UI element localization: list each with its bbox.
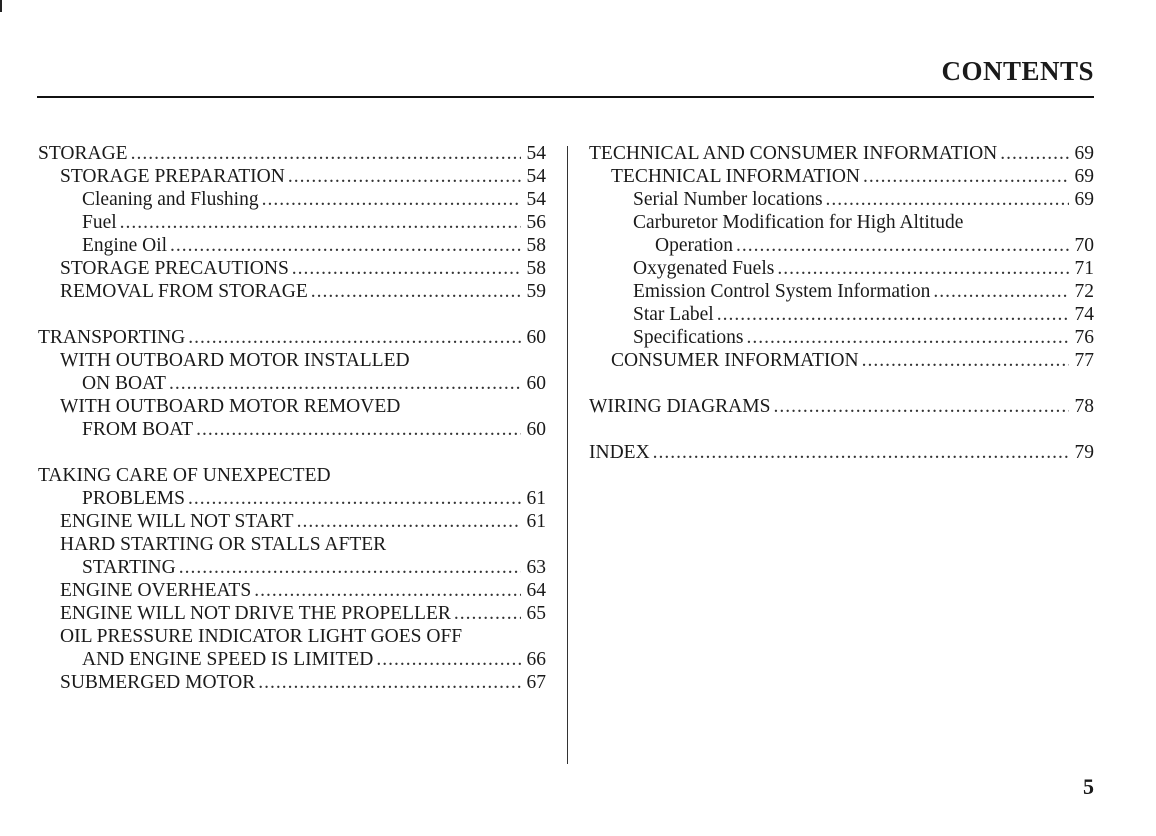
- toc-entry[interactable]: [589, 280, 1094, 303]
- toc-entry[interactable]: [38, 395, 546, 418]
- toc-leader-dots: [773, 395, 1069, 418]
- toc-entry[interactable]: [589, 211, 1094, 234]
- toc-entry[interactable]: [38, 234, 546, 257]
- toc-entry-label: Cleaning and Flushing: [82, 189, 259, 210]
- toc-entry-label: Engine Oil: [82, 235, 168, 256]
- toc-entry-label: Emission Control System Information: [633, 281, 931, 302]
- toc-entry-page: 78: [1074, 396, 1094, 417]
- toc-leader-dots: [292, 257, 521, 280]
- toc-entry-page: 54: [526, 143, 546, 164]
- toc-entry-page: 61: [526, 511, 546, 532]
- toc-entry-label: CONSUMER INFORMATION: [611, 350, 859, 371]
- toc-leader-dots: [311, 280, 521, 303]
- toc-entry-label: HARD STARTING OR STALLS AFTER: [60, 534, 387, 555]
- toc-entry-page: 64: [526, 580, 546, 601]
- toc-entry[interactable]: [38, 349, 546, 372]
- toc-entry-label: Fuel: [82, 212, 117, 233]
- toc-entry-label: WIRING DIAGRAMS: [589, 396, 771, 417]
- toc-entry-label: Carburetor Modification for High Altitude: [633, 212, 964, 233]
- toc-entry-label: INDEX: [589, 442, 650, 463]
- toc-entry[interactable]: [589, 303, 1094, 326]
- toc-entry[interactable]: [38, 533, 546, 556]
- toc-entry-page: 60: [526, 419, 546, 440]
- toc-entry-page: 70: [1074, 235, 1094, 256]
- toc-entry-page: 59: [526, 281, 546, 302]
- toc-entry-label: TECHNICAL INFORMATION: [611, 166, 860, 187]
- toc-entry-page: 65: [526, 603, 546, 624]
- toc-entry[interactable]: [38, 372, 546, 395]
- toc-entry-label: REMOVAL FROM STORAGE: [60, 281, 308, 302]
- toc-leader-dots: [131, 142, 521, 165]
- toc-entry[interactable]: [38, 165, 546, 188]
- toc-entry-page: 74: [1074, 304, 1094, 325]
- toc-entry[interactable]: [38, 487, 546, 510]
- toc-entry-page: 58: [526, 235, 546, 256]
- toc-entry[interactable]: [38, 142, 546, 165]
- toc-entry-page: 72: [1074, 281, 1094, 302]
- toc-spacer: [589, 372, 1094, 395]
- toc-leader-dots: [169, 372, 521, 395]
- toc-entry[interactable]: [589, 395, 1094, 418]
- toc-leader-dots: [376, 648, 521, 671]
- toc-entry-page: 79: [1074, 442, 1094, 463]
- toc-entry[interactable]: [589, 349, 1094, 372]
- toc-entry-page: 69: [1074, 143, 1094, 164]
- toc-entry-page: 61: [526, 488, 546, 509]
- toc-entry-label: Specifications: [633, 327, 744, 348]
- toc-entry-label: ENGINE OVERHEATS: [60, 580, 252, 601]
- toc-leader-dots: [736, 234, 1069, 257]
- toc-entry-label: TECHNICAL AND CONSUMER INFORMATION: [589, 143, 998, 164]
- toc-entry-label: WITH OUTBOARD MOTOR INSTALLED: [60, 350, 410, 371]
- toc-right-column: [589, 142, 1094, 464]
- toc-leader-dots: [258, 671, 521, 694]
- toc-entry-page: 76: [1074, 327, 1094, 348]
- toc-entry-page: 63: [526, 557, 546, 578]
- toc-entry[interactable]: [38, 418, 546, 441]
- toc-entry-label: TAKING CARE OF UNEXPECTED: [38, 465, 331, 486]
- toc-entry[interactable]: [38, 556, 546, 579]
- toc-entry[interactable]: [38, 510, 546, 533]
- toc-entry[interactable]: [589, 441, 1094, 464]
- toc-entry[interactable]: [589, 142, 1094, 165]
- toc-entry[interactable]: [38, 280, 546, 303]
- toc-leader-dots: [933, 280, 1069, 303]
- toc-entry-label: TRANSPORTING: [38, 327, 186, 348]
- toc-leader-dots: [746, 326, 1069, 349]
- toc-left-column: [38, 142, 546, 694]
- toc-entry[interactable]: [589, 257, 1094, 280]
- toc-entry-label: FROM BOAT: [82, 419, 194, 440]
- toc-entry[interactable]: [589, 234, 1094, 257]
- toc-entry[interactable]: [38, 671, 546, 694]
- toc-leader-dots: [188, 487, 521, 510]
- toc-leader-dots: [120, 211, 521, 234]
- toc-entry[interactable]: [38, 464, 546, 487]
- toc-entry-label: Oxygenated Fuels: [633, 258, 775, 279]
- toc-leader-dots: [717, 303, 1069, 326]
- toc-leader-dots: [288, 165, 521, 188]
- toc-entry-page: 60: [526, 373, 546, 394]
- toc-entry-page: 58: [526, 258, 546, 279]
- toc-leader-dots: [826, 188, 1069, 211]
- toc-entry-page: 66: [526, 649, 546, 670]
- toc-leader-dots: [653, 441, 1069, 464]
- toc-entry[interactable]: [38, 188, 546, 211]
- toc-entry-label: STORAGE: [38, 143, 128, 164]
- toc-entry-page: 60: [526, 327, 546, 348]
- toc-entry-page: 77: [1074, 350, 1094, 371]
- header-rule: [37, 96, 1094, 98]
- toc-spacer: [38, 303, 546, 326]
- toc-leader-dots: [179, 556, 521, 579]
- toc-entry[interactable]: [589, 188, 1094, 211]
- toc-entry-label: ENGINE WILL NOT START: [60, 511, 294, 532]
- toc-entry[interactable]: [38, 625, 546, 648]
- toc-leader-dots: [254, 579, 521, 602]
- toc-entry[interactable]: [589, 165, 1094, 188]
- toc-leader-dots: [170, 234, 521, 257]
- toc-entry-page: 56: [526, 212, 546, 233]
- toc-entry[interactable]: [589, 326, 1094, 349]
- toc-leader-dots: [862, 349, 1069, 372]
- toc-entry[interactable]: [38, 257, 546, 280]
- toc-leader-dots: [196, 418, 521, 441]
- toc-entry[interactable]: [38, 326, 546, 349]
- toc-entry[interactable]: [38, 602, 546, 625]
- toc-entry-label: SUBMERGED MOTOR: [60, 672, 256, 693]
- toc-entry[interactable]: [38, 579, 546, 602]
- toc-leader-dots: [297, 510, 521, 533]
- toc-entry-label: AND ENGINE SPEED IS LIMITED: [82, 649, 374, 670]
- toc-entry-label: Operation: [655, 235, 733, 256]
- toc-entry-label: ON BOAT: [82, 373, 166, 394]
- toc-entry-label: Serial Number locations: [633, 189, 823, 210]
- toc-leader-dots: [262, 188, 521, 211]
- toc-entry-label: STORAGE PRECAUTIONS: [60, 258, 289, 279]
- toc-leader-dots: [454, 602, 521, 625]
- toc-leader-dots: [863, 165, 1069, 188]
- column-divider: [567, 146, 568, 764]
- toc-entry-label: PROBLEMS: [82, 488, 185, 509]
- toc-spacer: [589, 418, 1094, 441]
- page-title: CONTENTS: [941, 56, 1094, 86]
- toc-entry-page: 67: [526, 672, 546, 693]
- toc-entry-page: 69: [1074, 189, 1094, 210]
- toc-leader-dots: [188, 326, 521, 349]
- page-number: 5: [1083, 774, 1094, 799]
- toc-entry-page: 71: [1074, 258, 1094, 279]
- toc-entry-page: 54: [526, 189, 546, 210]
- toc-spacer: [38, 441, 546, 464]
- scan-mark: [0, 0, 2, 12]
- toc-entry[interactable]: [38, 648, 546, 671]
- toc-entry[interactable]: [38, 211, 546, 234]
- toc-leader-dots: [777, 257, 1069, 280]
- toc-entry-label: STARTING: [82, 557, 176, 578]
- toc-entry-label: STORAGE PREPARATION: [60, 166, 285, 187]
- toc-entry-label: ENGINE WILL NOT DRIVE THE PROPELLER: [60, 603, 451, 624]
- toc-entry-page: 54: [526, 166, 546, 187]
- toc-entry-label: Star Label: [633, 304, 714, 325]
- toc-leader-dots: [1000, 142, 1069, 165]
- toc-entry-label: WITH OUTBOARD MOTOR REMOVED: [60, 396, 401, 417]
- toc-entry-page: 69: [1074, 166, 1094, 187]
- toc-entry-label: OIL PRESSURE INDICATOR LIGHT GOES OFF: [60, 626, 463, 647]
